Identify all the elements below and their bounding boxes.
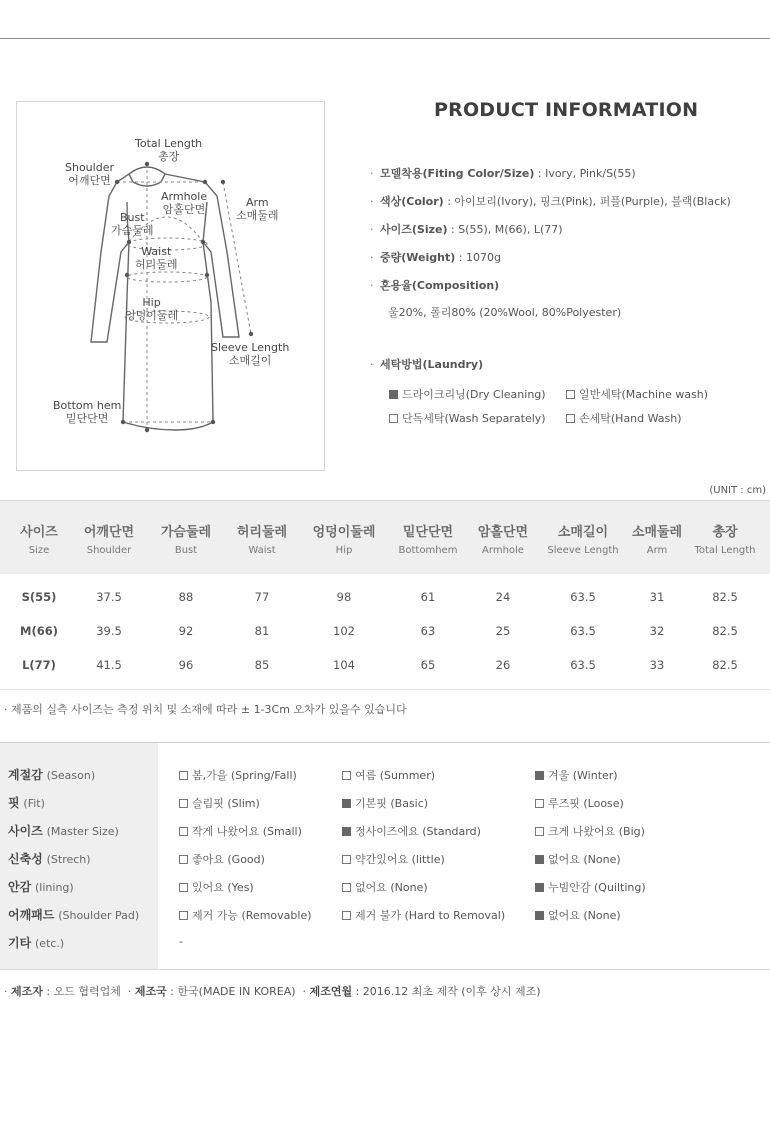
size-cell: 81 [254, 624, 270, 638]
size-header-en: Bottomhem [398, 545, 458, 556]
size-cell: 41.5 [96, 658, 122, 672]
size-table-header [0, 500, 770, 574]
size-cell: 82.5 [712, 624, 738, 638]
attribute-label: 계절감 (Season) [8, 768, 96, 782]
size-row-label: L(77) [22, 658, 56, 672]
size-header-ko: 엉덩이둘레 [312, 525, 376, 540]
laundry-row: · 세탁방법(Laundry) [370, 358, 484, 371]
attribute-label: 신축성 (Strech) [8, 852, 91, 866]
size-header-ko: 허리둘레 [236, 525, 288, 540]
size-cell: 65 [420, 658, 436, 672]
attribute-label: 사이즈 (Master Size) [8, 824, 119, 838]
label-armhole: Armhole 암홀단면 [161, 190, 208, 216]
checkbox-icon [566, 390, 575, 399]
size-cell: 96 [178, 658, 194, 672]
size-header-en: Waist [248, 545, 276, 556]
attribute-option: 슬림핏 (Slim) [179, 795, 260, 811]
attribute-option: 없어요 (None) [535, 907, 621, 923]
checkbox-icon [342, 855, 351, 864]
size-cell: 61 [420, 590, 436, 604]
size-header-ko: 총장 [712, 525, 738, 540]
attribute-option: 제거 가능 (Removable) [179, 907, 312, 923]
checkbox-icon [566, 414, 575, 423]
checkbox-icon [342, 883, 351, 892]
size-header-ko: 소매둘레 [631, 525, 683, 540]
table-divider [0, 689, 770, 690]
weight-row: · 중량(Weight) : 1070g [370, 251, 501, 264]
size-cell: 39.5 [96, 624, 122, 638]
size-cell: 63.5 [570, 658, 596, 672]
checkbox-icon [342, 911, 351, 920]
laundry-hand-wash: 손세탁(Hand Wash) [566, 410, 682, 426]
size-header-ko: 사이즈 [20, 525, 58, 540]
label-total-length: Total Length 총장 [135, 137, 203, 163]
size-cell: 82.5 [712, 590, 738, 604]
checkbox-icon [179, 799, 188, 808]
fitting-row: · 모델착용(Fiting Color/Size) : Ivory, Pink/S(55) [370, 167, 636, 180]
color-row: · 색상(Color) : 아이보리(Ivory), 핑크(Pink), 퍼플(Purple), 블랙(Black) [370, 195, 731, 208]
label-shoulder: Shoulder 어깨단면 [65, 161, 114, 187]
size-cell: 26 [495, 658, 511, 672]
attribute-option: 작게 나왔어요 (Small) [179, 823, 302, 839]
checkbox-icon [342, 827, 351, 836]
size-cell: 37.5 [96, 590, 122, 604]
size-note: · 제품의 실측 사이즈는 측정 위치 및 소재에 따라 ± 1-3Cm 오차가 있을수 있습니다 [4, 703, 407, 716]
size-cell: 31 [649, 590, 665, 604]
attribute-label: 기타 (etc.) [8, 936, 65, 950]
attribute-option: 루즈핏 (Loose) [535, 795, 624, 811]
size-cell: 88 [178, 590, 194, 604]
label-bust: Bust 가슴둘레 [111, 211, 154, 237]
footer-divider [0, 969, 770, 970]
product-info-title: PRODUCT INFORMATION [434, 99, 699, 121]
size-row-label: M(66) [20, 624, 58, 638]
checkbox-icon [389, 390, 398, 399]
size-cell: 85 [254, 658, 270, 672]
manufacturer-info: · 제조자 : 오드 협력업체 · 제조국 : 한국(MADE IN KOREA) · 제조연월 : 2016.12 최초 제작 (이후 상시 제조) [4, 985, 541, 998]
checkbox-icon [535, 799, 544, 808]
attribute-option: 좋아요 (Good) [179, 851, 265, 867]
measurement-diagram [16, 101, 325, 471]
label-bottom-hem: Bottom hem 밑단단면 [53, 399, 122, 425]
checkbox-icon [535, 771, 544, 780]
size-cell: 104 [333, 658, 355, 672]
label-arm: Arm 소매둘레 [236, 196, 279, 222]
composition-row: · 혼용율(Composition) [370, 279, 500, 292]
checkbox-icon [389, 414, 398, 423]
laundry-wash-separately: 단독세탁(Wash Separately) [389, 410, 546, 426]
size-row: · 사이즈(Size) : S(55), M(66), L(77) [370, 223, 563, 236]
attribute-option: 누빔안감 (Quilting) [535, 879, 646, 895]
attribute-option: 봄,가을 (Spring/Fall) [179, 767, 297, 783]
checkbox-icon [535, 827, 544, 836]
size-cell: 92 [178, 624, 194, 638]
size-row-label: S(55) [21, 590, 57, 604]
size-header-en: Shoulder [86, 545, 132, 556]
size-cell: 63 [420, 624, 436, 638]
checkbox-icon [179, 827, 188, 836]
attribute-label: 핏 (Fit) [8, 796, 45, 810]
size-header-ko: 어깨단면 [83, 525, 135, 540]
label-waist: Waist 허리둘레 [135, 245, 178, 271]
size-cell: 102 [333, 624, 355, 638]
top-divider [0, 38, 770, 39]
attribute-other-value: - [179, 935, 183, 948]
attribute-option: 약간있어요 (little) [342, 851, 445, 867]
attribute-option: 크게 나왔어요 (Big) [535, 823, 645, 839]
attribute-label: 어깨패드 (Shoulder Pad) [8, 908, 140, 922]
checkbox-icon [535, 855, 544, 864]
size-cell: 24 [495, 590, 511, 604]
attribute-option: 있어요 (Yes) [179, 879, 254, 895]
attribute-option: 없어요 (None) [535, 851, 621, 867]
size-header-en: Hip [335, 545, 353, 556]
attribute-option: 겨울 (Winter) [535, 767, 618, 783]
size-cell: 82.5 [712, 658, 738, 672]
size-header-en: Arm [646, 545, 668, 556]
attribute-option: 정사이즈에요 (Standard) [342, 823, 481, 839]
size-header-en: Total Length [694, 545, 756, 556]
attribute-option: 없어요 (None) [342, 879, 428, 895]
label-sleeve-length: Sleeve Length 소매길이 [211, 341, 290, 367]
checkbox-icon [342, 771, 351, 780]
size-cell: 33 [649, 658, 665, 672]
attribute-option: 여름 (Summer) [342, 767, 435, 783]
checkbox-icon [179, 771, 188, 780]
size-header-ko: 암홀단면 [477, 525, 529, 540]
size-header-en: Armhole [482, 545, 524, 556]
unit-label: (UNIT : cm) [709, 485, 766, 496]
checkbox-icon [179, 855, 188, 864]
checkbox-icon [179, 911, 188, 920]
size-cell: 32 [649, 624, 665, 638]
label-hip: Hip 엉덩이둘레 [125, 296, 179, 322]
attribute-option: 제거 불가 (Hard to Removal) [342, 907, 505, 923]
checkbox-icon [535, 883, 544, 892]
checkbox-icon [179, 883, 188, 892]
checkbox-icon [342, 799, 351, 808]
size-cell: 98 [336, 590, 352, 604]
attribute-label: 안감 (lining) [8, 880, 74, 894]
laundry-dry-cleaning: 드라이크리닝(Dry Cleaning) [389, 386, 546, 402]
laundry-machine-wash: 일반세탁(Machine wash) [566, 386, 708, 402]
size-cell: 63.5 [570, 624, 596, 638]
size-header-en: Size [28, 545, 50, 556]
composition-value: 울20%, 폴리80% (20%Wool, 80%Polyester) [388, 306, 622, 319]
checkbox-icon [535, 911, 544, 920]
attribute-option: 기본핏 (Basic) [342, 795, 428, 811]
size-header-ko: 밑단단면 [402, 525, 454, 540]
size-cell: 77 [254, 590, 270, 604]
size-cell: 63.5 [570, 590, 596, 604]
size-header-ko: 가슴둘레 [160, 525, 212, 540]
size-header-en: Bust [174, 545, 198, 556]
size-cell: 25 [495, 624, 511, 638]
size-header-en: Sleeve Length [547, 545, 619, 556]
size-header-ko: 소매길이 [557, 525, 609, 540]
